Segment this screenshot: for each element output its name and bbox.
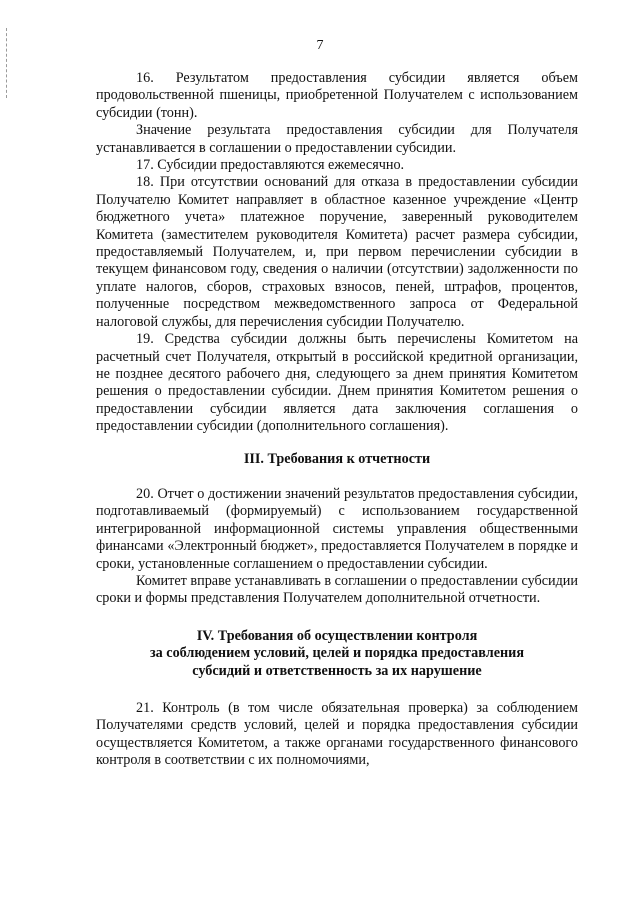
paragraph-16-result-value: Значение результата предоставления субсидии для Получателя устанавливается в соглашении о предоставлении субсидии. bbox=[96, 122, 578, 156]
paragraph-18: 18. При отсутствии оснований для отказа в предоставлении субсидии Получателю Комитет направляет в областное казенное учреждение «Центр бюджетного учета» платежное поручение, заверенный руководителем Комитета (заместителем руководителя Комитета) расчет размера субсидии, предоставляемый Получателем, и, при первом перечислении субсидии в текущем финансовом году, сведения о наличии (отсутствии) задолженности по уплате налогов, сборов, страховых взносов, пеней, штрафов, процентов, полученные посредством межведомственного запроса от Федеральной налоговой службы, для перечисления субсидии Получателю. bbox=[96, 174, 578, 330]
paragraph-20-additional-reporting: Комитет вправе устанавливать в соглашении о предоставлении субсидии сроки и формы представления Получателем дополнительной отчетности. bbox=[96, 572, 578, 607]
section-4-title-line-2: за соблюдением условий, целей и порядка предоставления bbox=[149, 645, 525, 662]
paragraph-17: 17. Субсидии предоставляются ежемесячно. bbox=[136, 157, 405, 174]
section-4-title-line-3: субсидий и ответственность за их нарушение bbox=[192, 662, 482, 679]
section-4-title-line-1: IV. Требования об осуществлении контроля bbox=[196, 627, 478, 644]
section-4-title bbox=[96, 628, 578, 680]
document-body bbox=[96, 70, 578, 770]
paragraph-21: 21. Контроль (в том числе обязательная проверка) за соблюдением Получателями средств условий, целей и порядка предоставления субсидии осуществляется Комитетом, а также органами государственного финансового контроля в соответствии с их полномочиями, bbox=[96, 700, 578, 769]
section-3-title: III. Требования к отчетности bbox=[243, 450, 431, 467]
paragraph-20: 20. Отчет о достижении значений результатов предоставления субсидии, подготавливаемый (формируемый) с использованием государственной интегрированной информационной системы управления общественными финансами «Электронный бюджет», предоставляется Получателем в порядке и сроки, установленные соглашением о предоставлении субсидии. bbox=[96, 485, 578, 572]
paragraph-19: 19. Средства субсидии должны быть перечислены Комитетом на расчетный счет Получателя, открытый в российской кредитной организации, не позднее десятого рабочего дня, следующего за днем принятия Комитетом решения о предоставлении субсидии. Днем принятия Комитетом решения о предоставлении субсидии является дата заключения соглашения о предоставлении субсидии (дополнительного соглашения). bbox=[96, 331, 578, 435]
paragraph-16: 16. Результатом предоставления субсидии является объем продовольственной пшеницы, приобретенной Получателем с использованием субсидии (тонн). bbox=[96, 70, 578, 121]
page-number: 7 bbox=[316, 38, 324, 53]
